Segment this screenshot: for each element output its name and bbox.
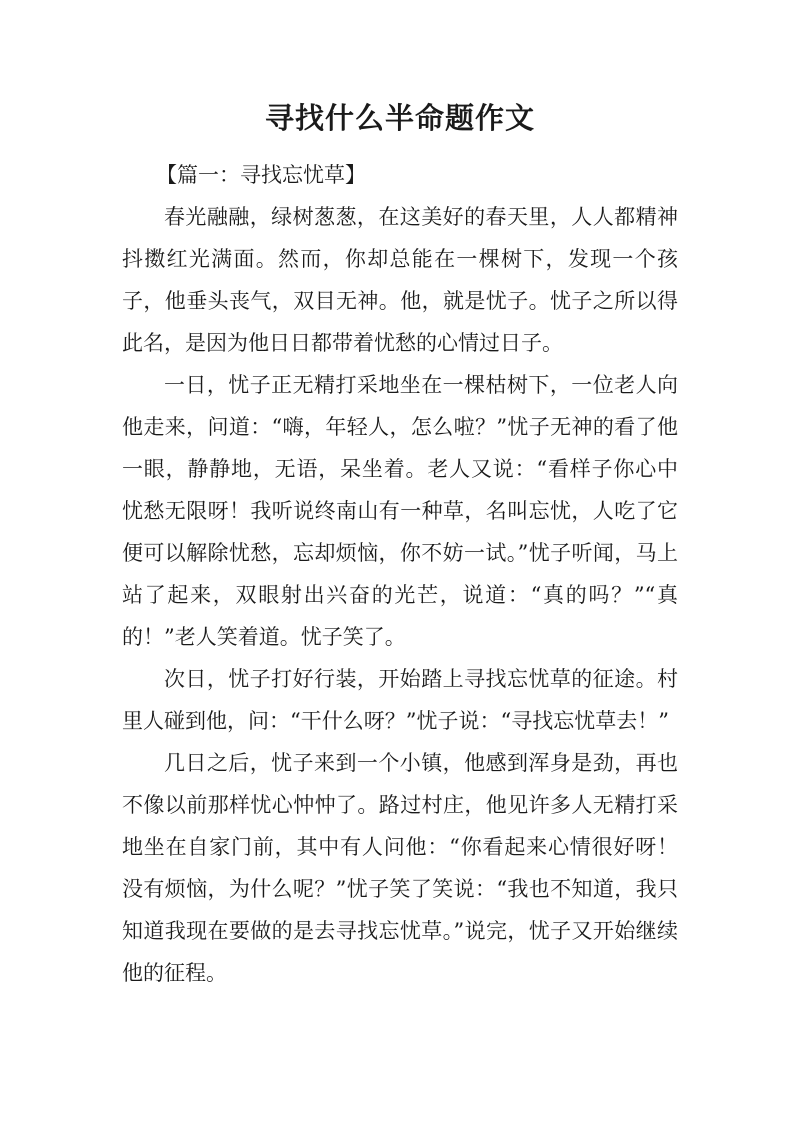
- document-title: 寻找什么半命题作文: [264, 101, 535, 135]
- paragraph: 次日，忧子打好行装，开始踏上寻找忘忧草的征途。村里人碰到他，问：“干什么呀？”忧子说：“寻找忘忧草去！”: [122, 667, 678, 733]
- paragraph: 一日，忧子正无精打采地坐在一棵枯树下，一位老人向他走来，问道：“嗨，年轻人，怎么啦？”忧子无神的看了他一眼，静静地，无语，呆坐着。老人又说：“看样子你心中忧愁无限呀！我听说终南山有一种草，名叫忘忧，人吃了它便可以解除忧愁，忘却烦恼，你不妨一试。”忧子听闻，马上站了起来，双眼射出兴奋的光芒，说道：“真的吗？”“真的！”老人笑着道。忧子笑了。: [122, 373, 678, 649]
- paragraph: 几日之后，忧子来到一个小镇，他感到浑身是劲，再也不像以前那样忧心忡忡了。路过村庄，他见许多人无精打采地坐在自家门前，其中有人问他：“你看起来心情很好呀！没有烦恼，为什么呢？”忧子笑了笑说：“我也不知道，我只知道我现在要做的是去寻找忘忧草。”说完，忧子又开始继续他的征程。: [122, 751, 678, 985]
- paragraph: 春光融融，绿树葱葱，在这美好的春天里，人人都精神抖擞红光满面。然而，你却总能在一棵树下，发现一个孩子，他垂头丧气，双目无神。他，就是忧子。忧子之所以得此名，是因为他日日都带着忧愁的心情过日子。: [122, 205, 678, 355]
- section-heading: 【篇一：寻找忘忧草】: [156, 163, 366, 187]
- document-body: [122, 154, 678, 994]
